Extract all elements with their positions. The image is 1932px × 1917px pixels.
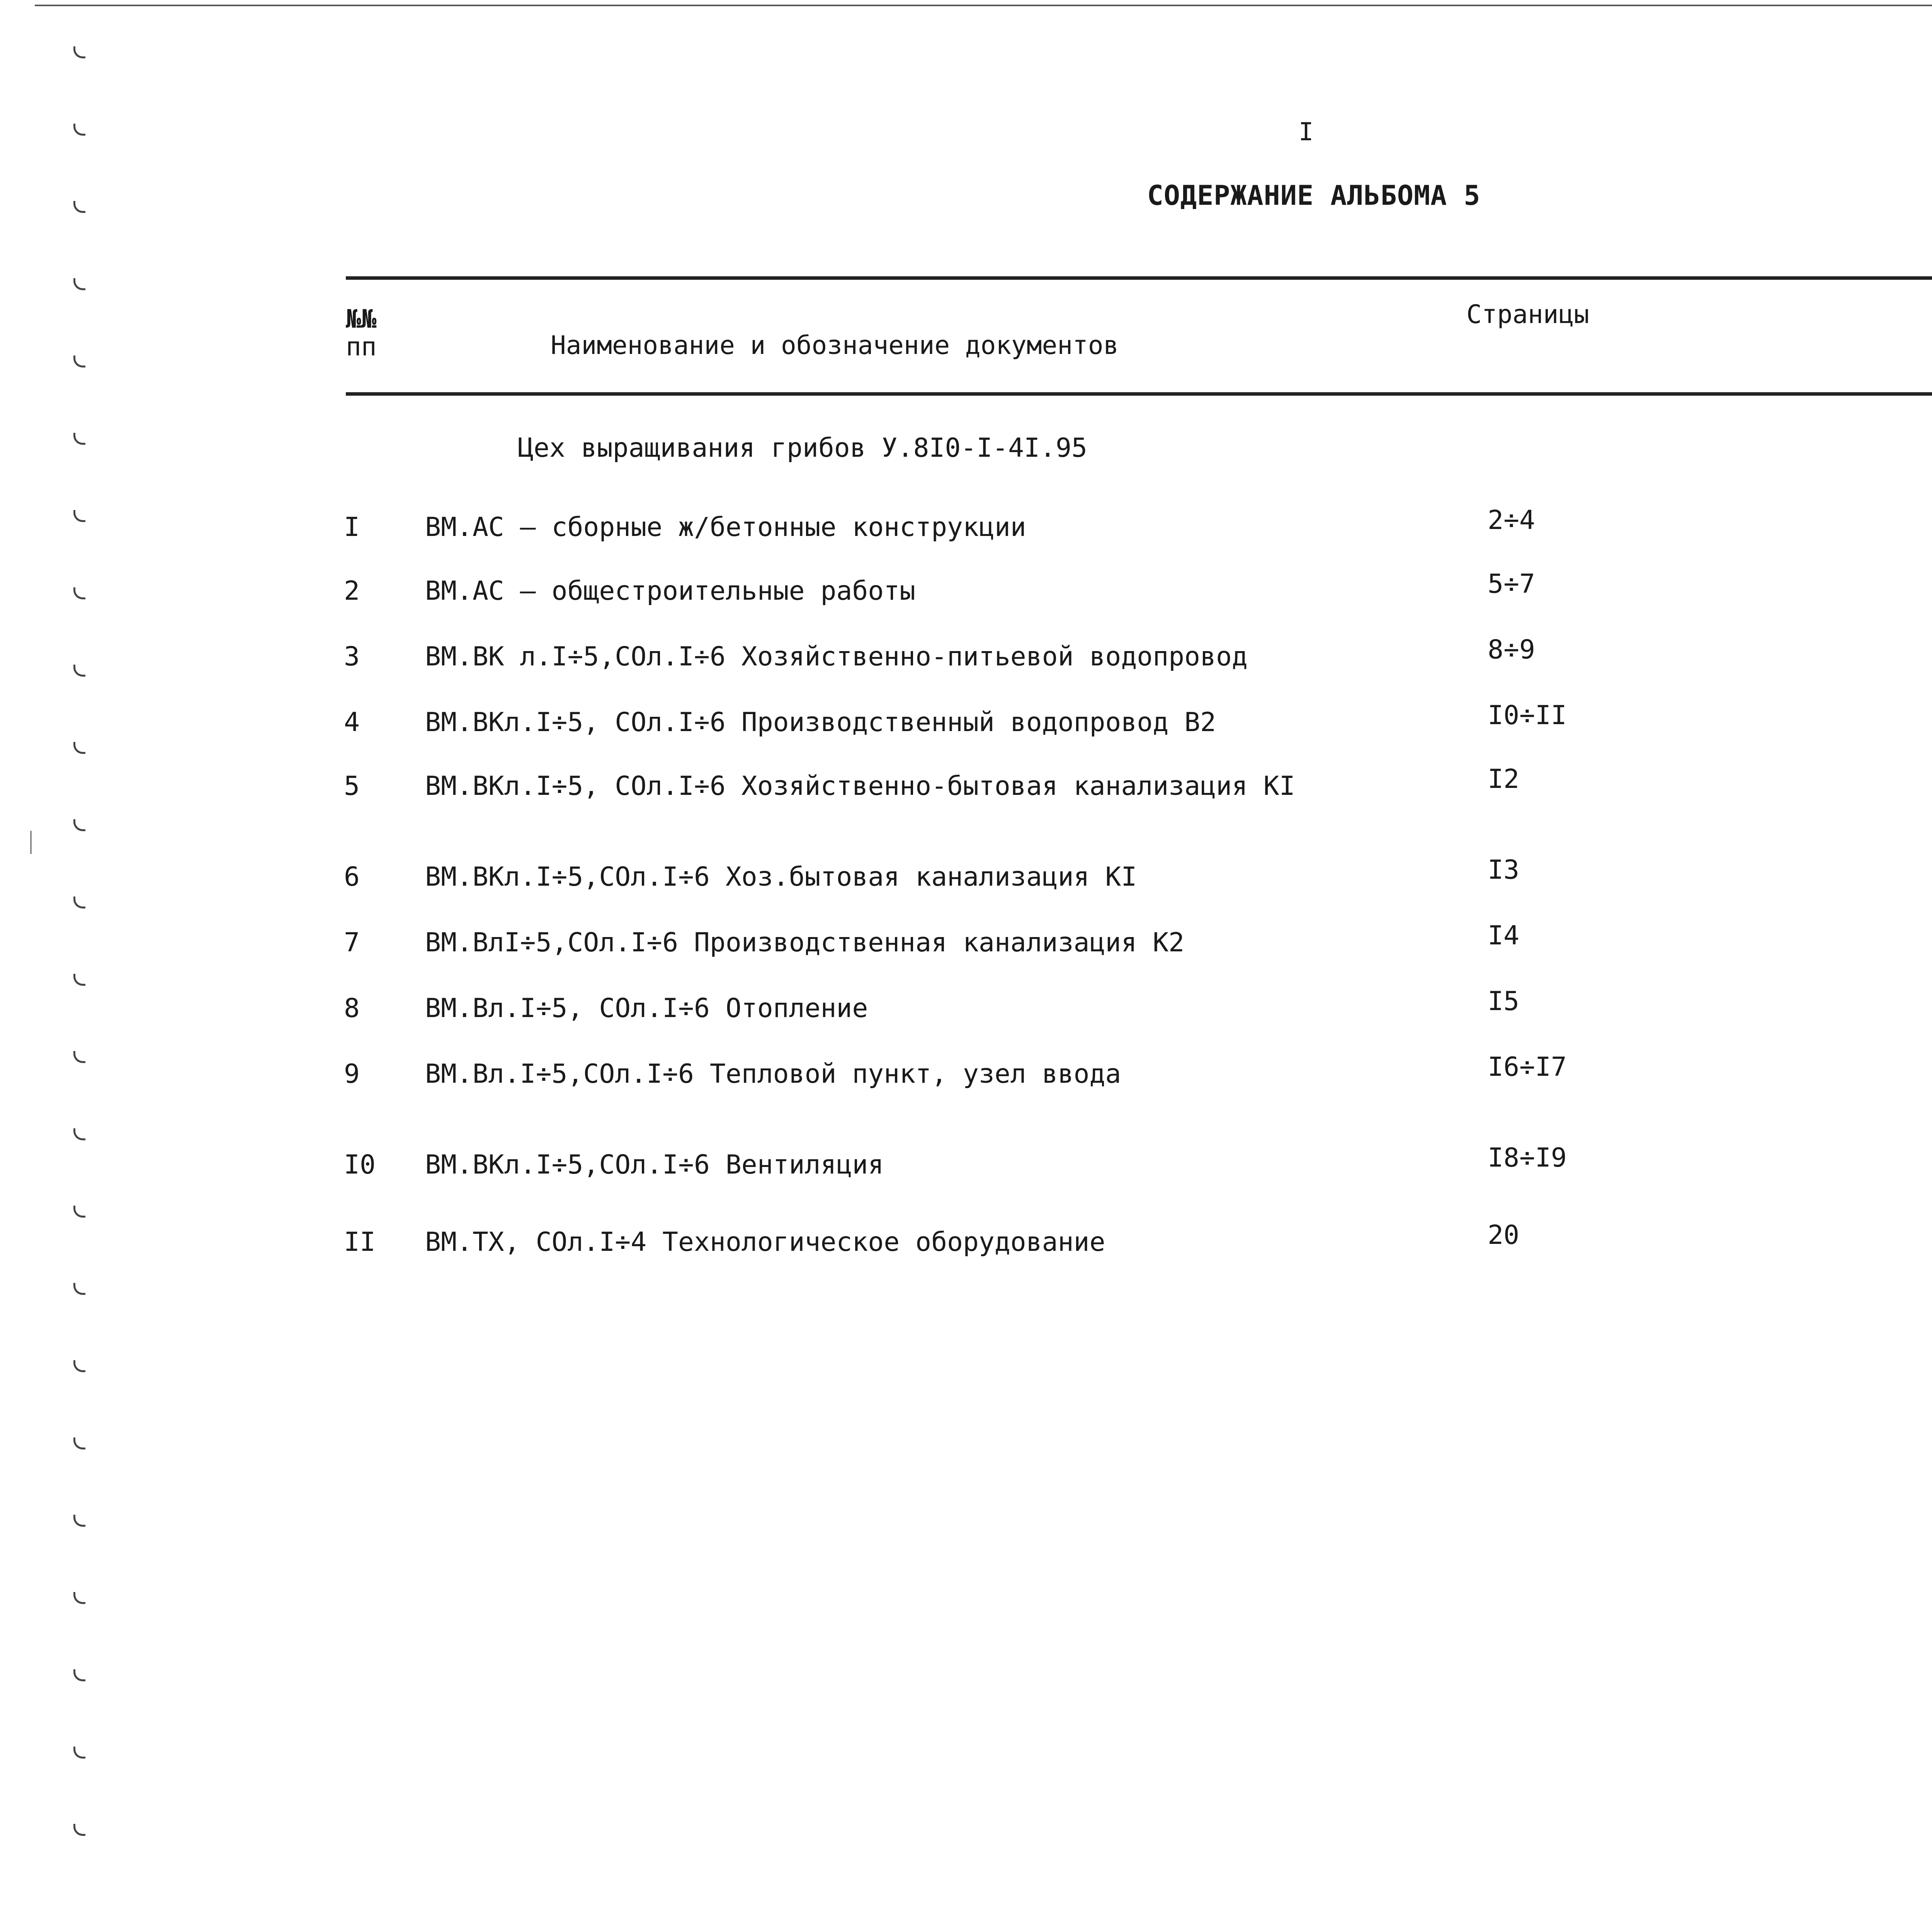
perforation-mark-left <box>73 201 85 213</box>
table-header-rule <box>346 392 1932 396</box>
row-name: ВМ.Вл.I÷5, СОл.I÷6 Отопление <box>425 993 868 1024</box>
row-number: 3 <box>344 641 360 672</box>
row-number: 9 <box>344 1059 360 1089</box>
row-pages: 20 <box>1488 1220 1519 1250</box>
perforation-mark-left <box>73 974 85 986</box>
row-number: 2 <box>344 576 360 606</box>
table-top-rule <box>346 276 1932 280</box>
page-title: СОДЕРЖАНИЕ АЛЬБОМА 5 <box>1147 180 1481 211</box>
row-number: 6 <box>344 862 360 892</box>
perforation-mark-left <box>73 1206 85 1218</box>
perforation-mark-left <box>73 1437 85 1449</box>
row-pages: 2÷4 <box>1488 505 1535 536</box>
perforation-mark-left <box>73 1515 85 1527</box>
row-name: ВМ.АС – общестроительные работы <box>425 576 916 606</box>
row-name: ВМ.ТХ, СОл.I÷4 Технологическое оборудование <box>425 1227 1105 1257</box>
top-edge-line <box>35 5 1932 6</box>
row-pages: 8÷9 <box>1488 634 1535 665</box>
perforation-mark-left <box>73 1747 85 1759</box>
section-title: Цех выращивания грибов У.8I0-I-4I.95 <box>518 433 1087 463</box>
row-name: ВМ.ВК л.I÷5,СОл.I÷6 Хозяйственно-питьевой водопровод <box>425 641 1248 672</box>
perforation-mark-left <box>73 1283 85 1295</box>
perforation-mark-left <box>73 819 85 831</box>
table-row <box>0 505 1932 551</box>
row-name: ВМ.ВКл.I÷5,СОл.I÷6 Вентиляция <box>425 1150 884 1180</box>
table-row <box>0 764 1932 810</box>
table-row <box>0 634 1932 680</box>
row-number: 7 <box>344 927 360 958</box>
header-name: Наименование и обозначение документов <box>551 330 1119 360</box>
row-pages: 5÷7 <box>1488 569 1535 599</box>
perforation-mark-left <box>73 356 85 367</box>
row-pages: I4 <box>1488 920 1519 951</box>
row-number: I0 <box>344 1150 376 1180</box>
row-number: I <box>344 512 360 543</box>
perforation-mark-left <box>73 1824 85 1836</box>
row-pages: I5 <box>1488 986 1519 1017</box>
row-pages: I6÷I7 <box>1488 1052 1567 1082</box>
table-row <box>0 1220 1932 1266</box>
table-row <box>0 700 1932 746</box>
margin-mark <box>30 831 32 854</box>
sheet-number: I <box>1298 118 1314 146</box>
row-name: ВМ.Вл.I÷5,СОл.I÷6 Тепловой пункт, узел ввода <box>425 1059 1121 1089</box>
perforation-mark-left <box>73 124 85 136</box>
header-number-sub: пп <box>346 332 377 362</box>
header-pages: Страницы <box>1466 299 1589 329</box>
row-number: 8 <box>344 993 360 1024</box>
perforation-mark-left <box>73 1360 85 1372</box>
row-pages: I0÷II <box>1488 700 1567 731</box>
row-number: II <box>344 1227 376 1257</box>
perforation-mark-left <box>73 433 85 445</box>
row-name: ВМ.АС – сборные ж/бетонные конструкции <box>425 512 1026 543</box>
row-pages: I2 <box>1488 764 1519 794</box>
table-row <box>0 855 1932 900</box>
perforation-mark-left <box>73 278 85 290</box>
table-row <box>0 1143 1932 1188</box>
row-number: 5 <box>344 771 360 801</box>
perforation-mark-left <box>73 1669 85 1681</box>
row-name: ВМ.ВКл.I÷5, СОл.I÷6 Хозяйственно-бытовая канализация КI <box>425 771 1295 801</box>
row-name: ВМ.ВлI÷5,СОл.I÷6 Производственная канализация К2 <box>425 927 1185 958</box>
table-row <box>0 920 1932 966</box>
table-row <box>0 569 1932 614</box>
row-pages: I3 <box>1488 855 1519 885</box>
header-number-label: №№ <box>346 304 377 334</box>
perforation-mark-left <box>73 46 85 58</box>
row-number: 4 <box>344 707 360 738</box>
perforation-mark-left <box>73 1128 85 1140</box>
table-row <box>0 1052 1932 1097</box>
row-pages: I8÷I9 <box>1488 1143 1567 1173</box>
header-number <box>346 305 376 361</box>
table-row <box>0 986 1932 1032</box>
row-name: ВМ.ВКл.I÷5, СОл.I÷6 Производственный водопровод В2 <box>425 707 1216 738</box>
row-name: ВМ.ВКл.I÷5,СОл.I÷6 Хоз.бытовая канализация КI <box>425 862 1137 892</box>
perforation-mark-left <box>73 1592 85 1604</box>
